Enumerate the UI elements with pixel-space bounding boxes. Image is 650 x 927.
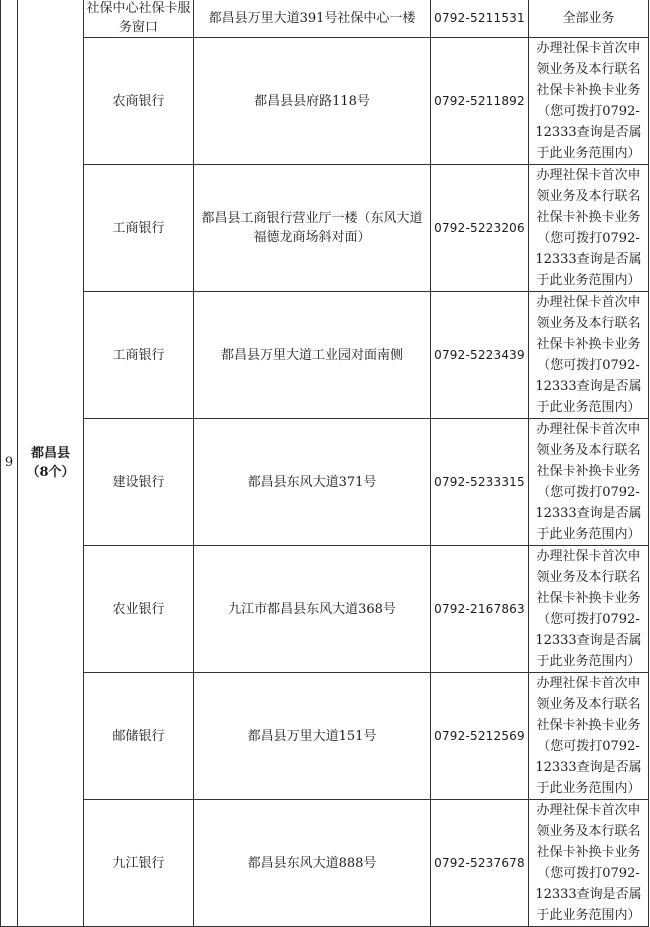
business-scope-cell: 办理社保卡首次申领业务及本行联名社保卡补换卡业务（您可拨打0792-12333查询是否属于此业务范围内） [529,800,649,927]
phone-cell: 0792-5211531 [431,0,529,38]
table-row [1,800,649,927]
table-row [1,38,649,165]
address-cell: 都昌县万里大道391号社保中心一楼 [194,0,431,38]
county-count: （8个） [26,464,75,480]
outlet-name-cell: 邮储银行 [84,673,194,800]
business-scope-cell: 全部业务 [529,0,649,38]
address-cell: 九江市都昌县东风大道368号 [194,546,431,673]
outlet-name-cell: 农商银行 [84,38,194,165]
phone-cell: 0792-5211892 [431,38,529,165]
business-scope-cell: 办理社保卡首次申领业务及本行联名社保卡补换卡业务（您可拨打0792-12333查询是否属于此业务范围内） [529,292,649,419]
outlet-name-cell: 建设银行 [84,419,194,546]
address-cell: 都昌县万里大道151号 [194,673,431,800]
business-scope-cell: 办理社保卡首次申领业务及本行联名社保卡补换卡业务（您可拨打0792-12333查询是否属于此业务范围内） [529,38,649,165]
table-row [1,292,649,419]
row-index-cell: 9 [1,0,18,927]
address-cell: 都昌县东风大道371号 [194,419,431,546]
outlet-name-cell: 社保中心社保卡服务窗口 [84,0,194,38]
address-cell: 都昌县工商银行营业厅一楼（东风大道福德龙商场斜对面） [194,165,431,292]
phone-cell: 0792-2167863 [431,546,529,673]
address-cell: 都昌县万里大道工业园对面南侧 [194,292,431,419]
table-row [1,673,649,800]
outlet-name-cell: 九江银行 [84,800,194,927]
phone-cell: 0792-5237678 [431,800,529,927]
address-cell: 都昌县县府路118号 [194,38,431,165]
address-cell: 都昌县东风大道888号 [194,800,431,927]
phone-cell: 0792-5212569 [431,673,529,800]
outlet-name-cell: 工商银行 [84,292,194,419]
phone-cell: 0792-5233315 [431,419,529,546]
county-name: 都昌县 [30,445,70,461]
outlet-name-cell: 农业银行 [84,546,194,673]
phone-cell: 0792-5223439 [431,292,529,419]
business-scope-cell: 办理社保卡首次申领业务及本行联名社保卡补换卡业务（您可拨打0792-12333查询是否属于此业务范围内） [529,546,649,673]
table-row [1,165,649,292]
phone-cell: 0792-5223206 [431,165,529,292]
business-scope-cell: 办理社保卡首次申领业务及本行联名社保卡补换卡业务（您可拨打0792-12333查询是否属于此业务范围内） [529,165,649,292]
business-scope-cell: 办理社保卡首次申领业务及本行联名社保卡补换卡业务（您可拨打0792-12333查询是否属于此业务范围内） [529,673,649,800]
outlet-name-cell: 工商银行 [84,165,194,292]
table-row [1,419,649,546]
county-cell [18,0,84,927]
business-scope-cell: 办理社保卡首次申领业务及本行联名社保卡补换卡业务（您可拨打0792-12333查询是否属于此业务范围内） [529,419,649,546]
table-row [1,0,649,38]
table-row [1,546,649,673]
